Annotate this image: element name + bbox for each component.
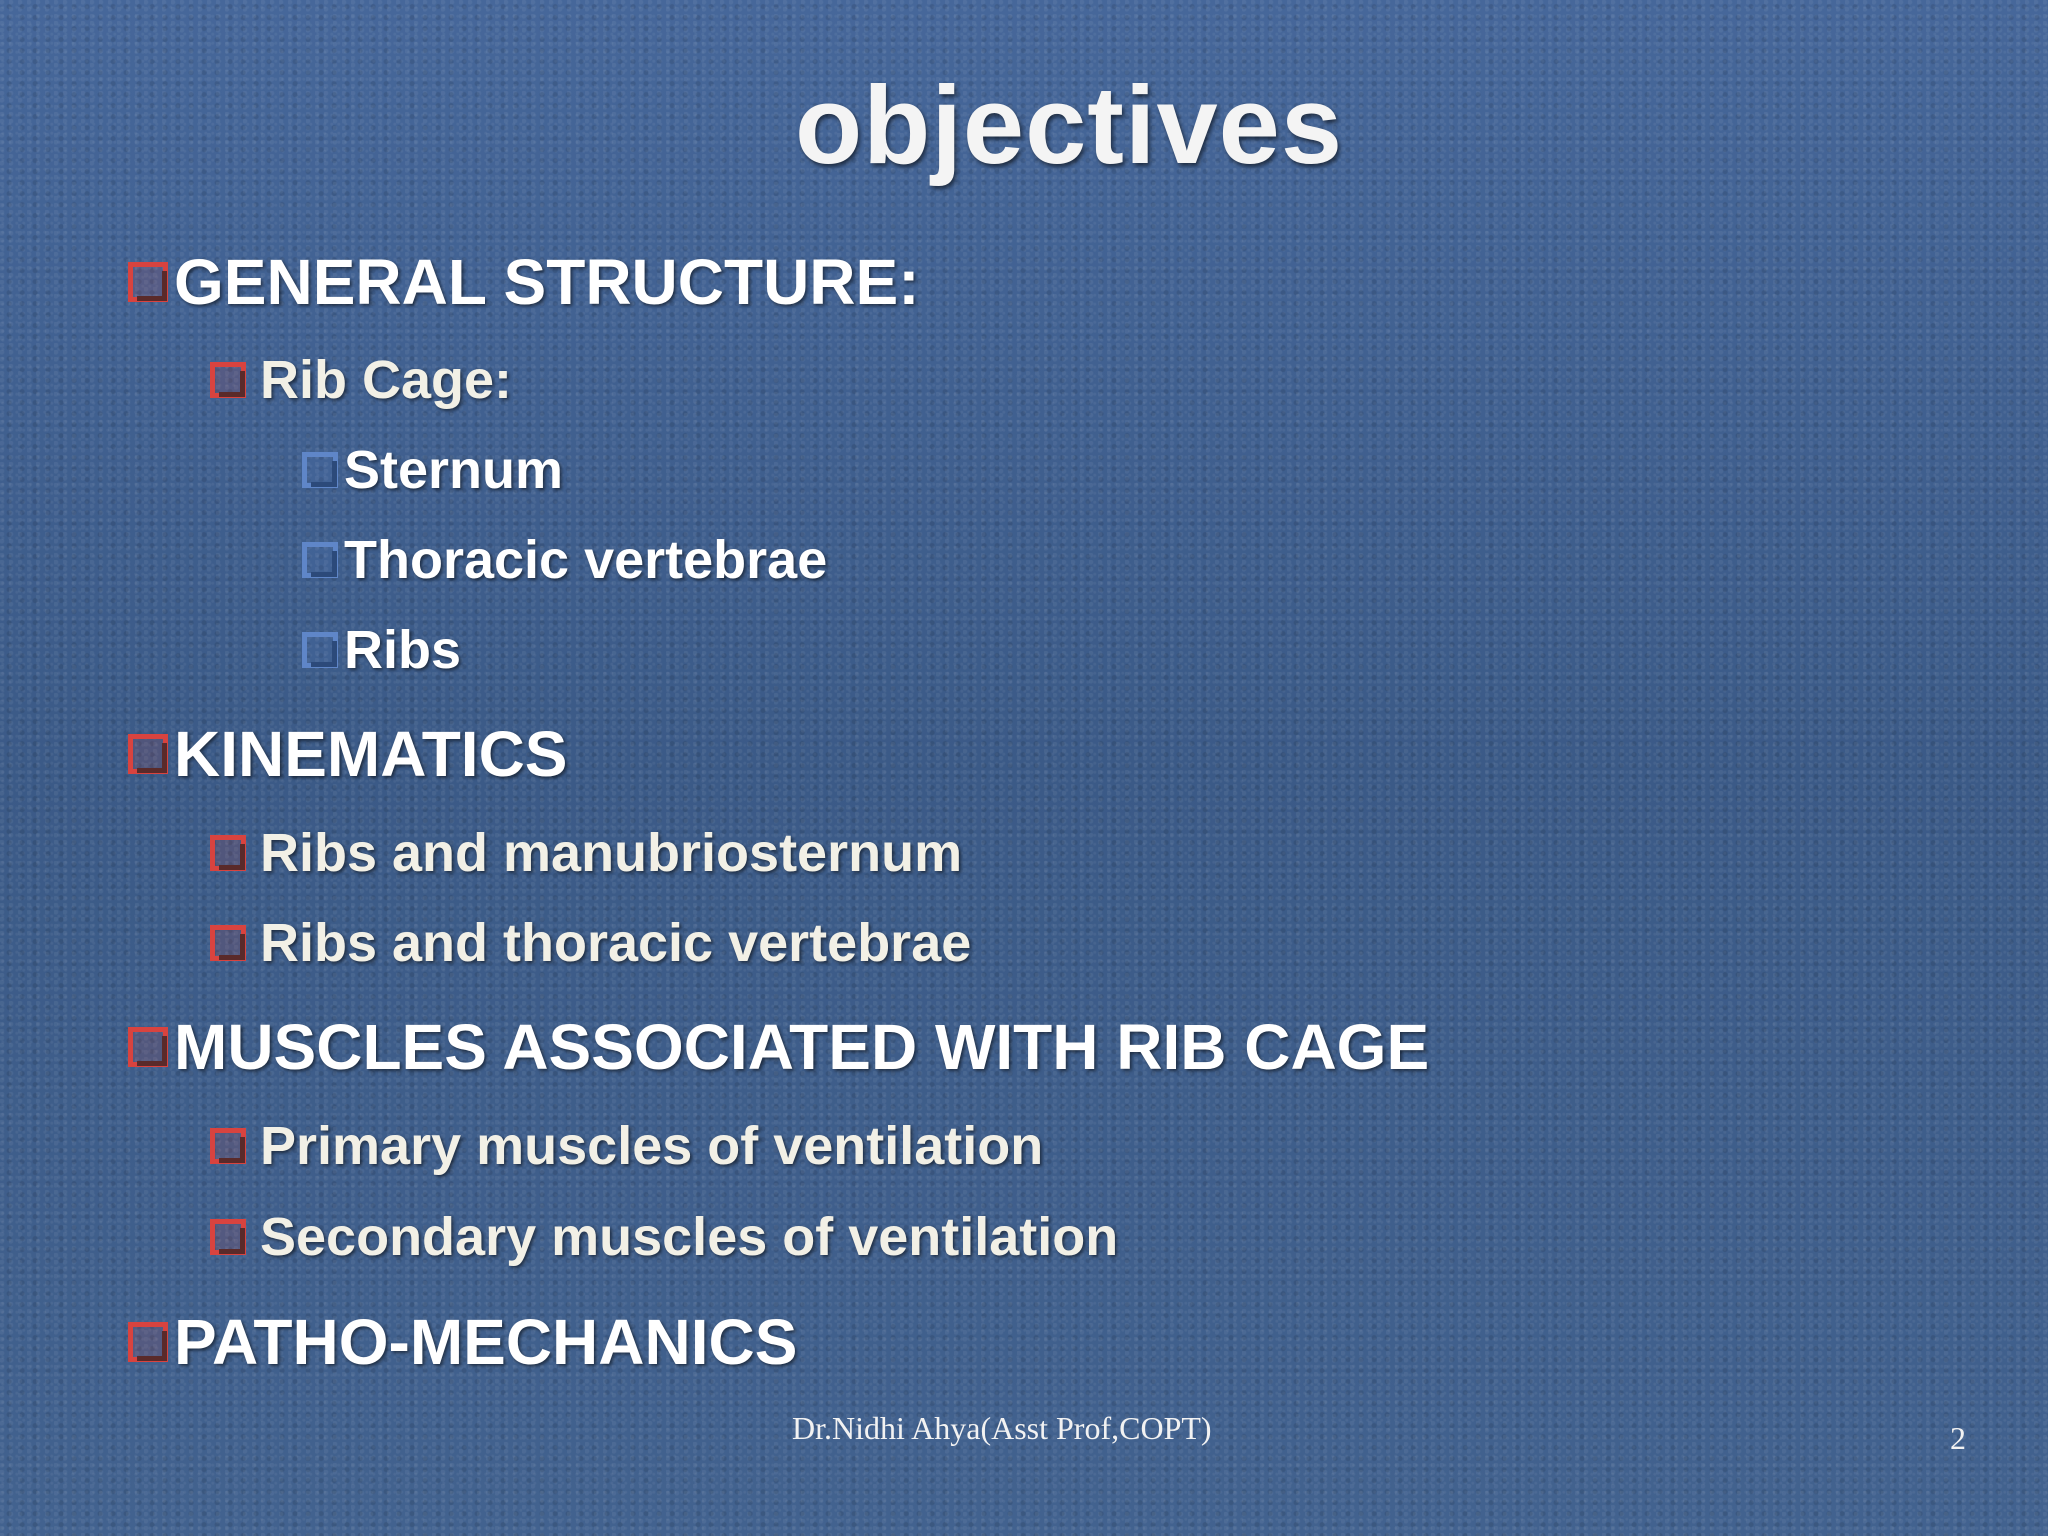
- square-bullet-icon: [210, 362, 246, 398]
- bullet-text: Rib Cage:: [260, 350, 513, 410]
- bullet-sternum: [302, 435, 563, 505]
- square-bullet-icon: [128, 262, 168, 302]
- bullet-secondary-muscles: [210, 1202, 1118, 1272]
- bullet-general-structure: [128, 242, 920, 322]
- bullet-text: Thoracic vertebrae: [344, 530, 828, 590]
- square-bullet-icon: [302, 542, 338, 578]
- bullet-thoracic-vertebrae: [302, 525, 827, 595]
- bullet-primary-muscles: [210, 1111, 1043, 1181]
- bullet-ribs: [302, 615, 461, 685]
- square-bullet-icon: [210, 835, 246, 871]
- bullet-kinematics: [128, 714, 567, 794]
- bullet-muscles: [128, 1007, 1429, 1087]
- square-bullet-icon: [210, 925, 246, 961]
- square-bullet-icon: [302, 452, 338, 488]
- slide-title: objectives: [794, 64, 1344, 187]
- bullet-text: Primary muscles of ventilation: [260, 1116, 1044, 1176]
- bullet-ribs-manubriosternum: [210, 818, 962, 888]
- page-number: 2: [1950, 1420, 1966, 1456]
- square-bullet-icon: [210, 1128, 246, 1164]
- square-bullet-icon: [128, 734, 168, 774]
- bullet-text: Ribs: [344, 620, 462, 680]
- bullet-text: Ribs and manubriosternum: [260, 823, 963, 883]
- bullet-patho-mechanics: [128, 1302, 797, 1382]
- bullet-text: Sternum: [344, 440, 564, 500]
- square-bullet-icon: [302, 632, 338, 668]
- bullet-text: KINEMATICS: [174, 718, 568, 790]
- bullet-ribs-thoracic-vertebrae: [210, 908, 971, 978]
- bullet-text: MUSCLES ASSOCIATED WITH RIB CAGE: [174, 1011, 1430, 1083]
- square-bullet-icon: [128, 1027, 168, 1067]
- bullet-rib-cage: [210, 345, 512, 415]
- square-bullet-icon: [210, 1219, 246, 1255]
- footer-author: Dr.Nidhi Ahya(Asst Prof,COPT): [792, 1410, 1212, 1446]
- bullet-text: Ribs and thoracic vertebrae: [260, 913, 972, 973]
- bullet-text: Secondary muscles of ventilation: [260, 1207, 1119, 1267]
- bullet-text: PATHO-MECHANICS: [174, 1306, 798, 1378]
- square-bullet-icon: [128, 1322, 168, 1362]
- bullet-text: GENERAL STRUCTURE:: [174, 246, 920, 318]
